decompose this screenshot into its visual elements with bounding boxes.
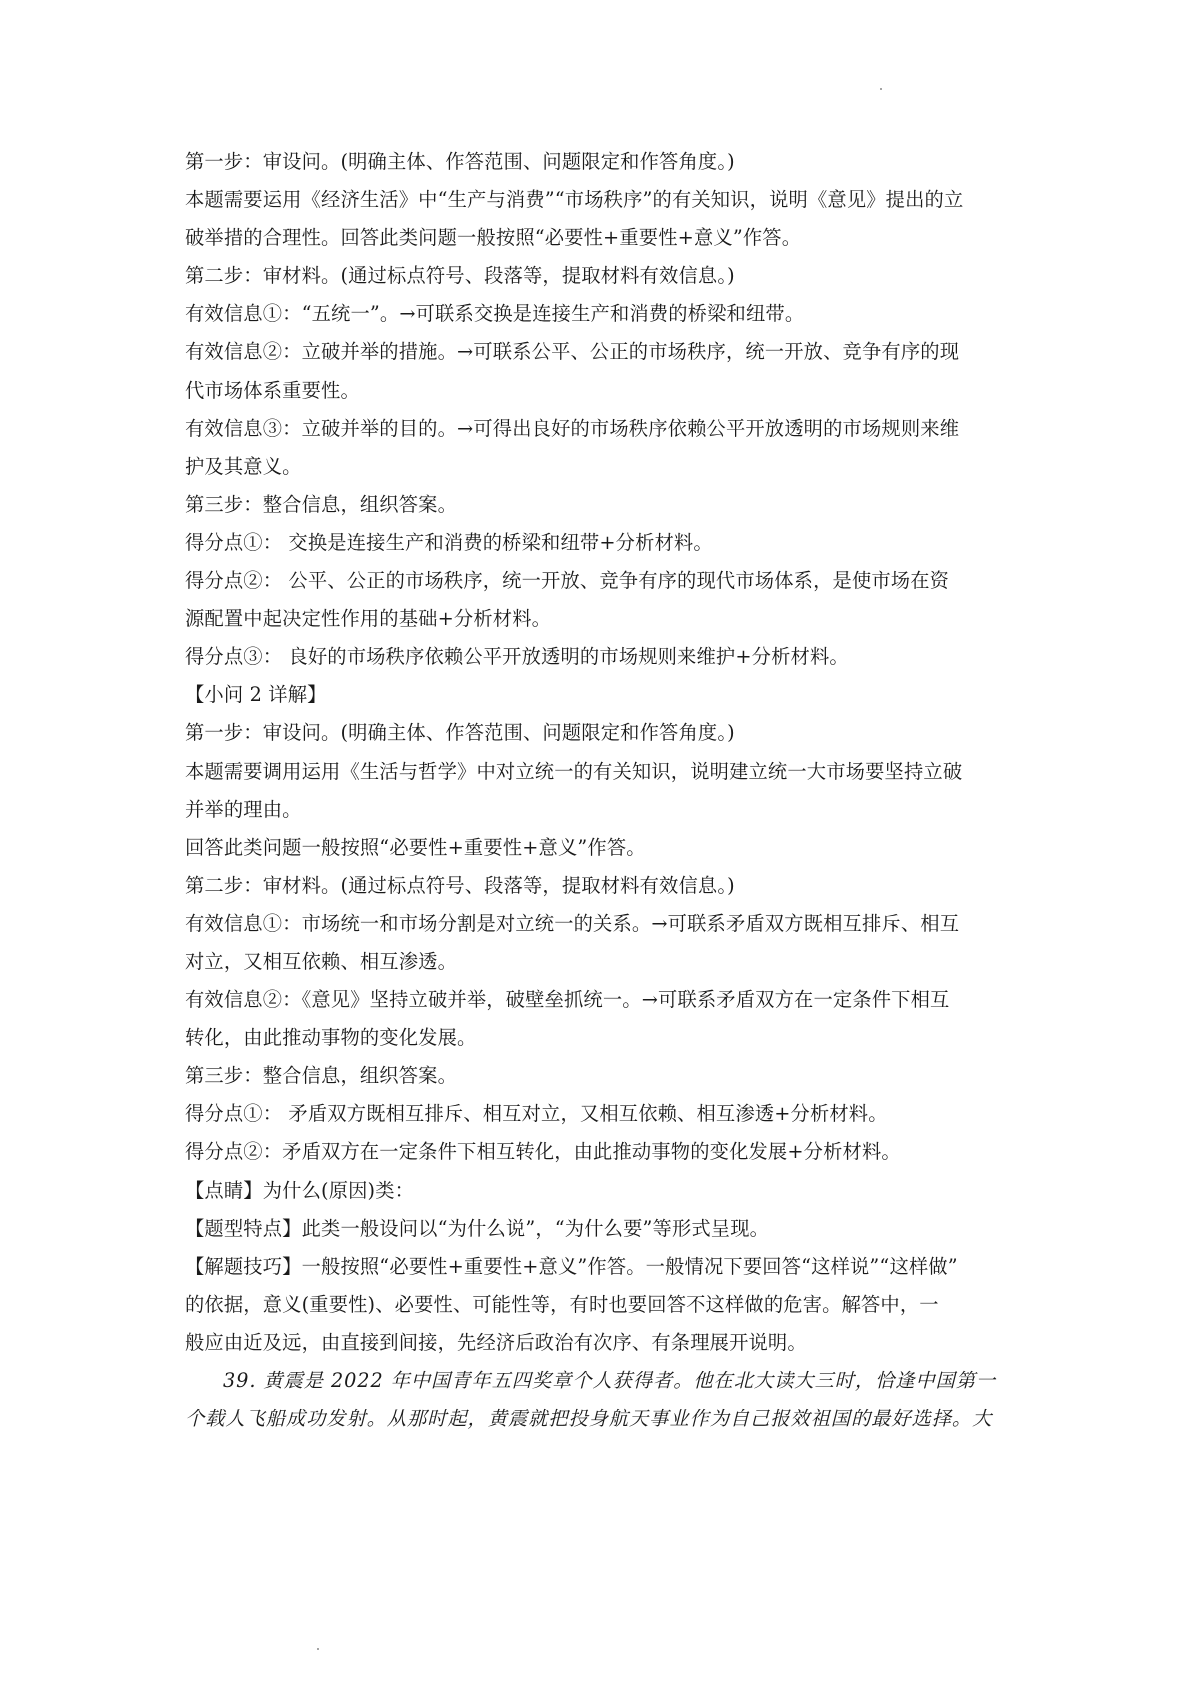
text-line: 代市场体系重要性。 [185, 378, 360, 402]
text-line: 源配置中起决定性作用的基础+分析材料。 [185, 607, 552, 631]
text-line: 得分点①： 交换是连接生产和消费的桥梁和纽带+分析材料。 [185, 530, 713, 554]
text-line: 第三步：整合信息，组织答案。 [185, 1064, 458, 1088]
answer-analysis-text [185, 143, 1020, 1438]
text-line: 得分点②：矛盾双方在一定条件下相互转化，由此推动事物的变化发展+分析材料。 [185, 1140, 901, 1164]
text-line: 第三步：整合信息，组织答案。 [185, 492, 458, 516]
question-39-line: 个载人飞船成功发射。从那时起，黄震就把投身航天事业作为自己报效祖国的最好选择。大 [185, 1407, 993, 1431]
scan-speck [317, 1648, 319, 1650]
text-line: 的依据，意义(重要性)、必要性、可能性等，有时也要回答不这样做的危害。解答中，一 [185, 1292, 939, 1316]
scan-speck [880, 88, 882, 90]
text-line: 护及其意义。 [185, 454, 302, 478]
text-line: 回答此类问题一般按照“必要性+重要性+意义”作答。 [185, 835, 646, 859]
text-line: 本题需要调用运用《生活与哲学》中对立统一的有关知识，说明建立统一大市场要坚持立破 [185, 759, 963, 783]
text-line: 对立，又相互依赖、相互渗透。 [185, 949, 458, 973]
text-line: 第一步：审设问。(明确主体、作答范围、问题限定和作答角度。) [185, 150, 735, 173]
text-line: 得分点①： 矛盾双方既相互排斥、相互对立，又相互依赖、相互渗透+分析材料。 [185, 1102, 888, 1126]
text-line: 有效信息①：“五统一”。→可联系交换是连接生产和消费的桥梁和纽带。 [185, 302, 805, 326]
text-line: 第一步：审设问。(明确主体、作答范围、问题限定和作答角度。) [185, 721, 735, 745]
text-line: 第二步：审材料。(通过标点符号、段落等，提取材料有效信息。) [185, 873, 735, 897]
text-line: 得分点③： 良好的市场秩序依赖公平开放透明的市场规则来维护+分析材料。 [185, 645, 849, 669]
text-line: 有效信息③：立破并举的目的。→可得出良好的市场秩序依赖公平开放透明的市场规则来维 [185, 416, 960, 440]
text-line: 有效信息①：市场统一和市场分割是对立统一的关系。→可联系矛盾双方既相互排斥、相互 [185, 911, 960, 935]
text-line: 第二步：审材料。(通过标点符号、段落等，提取材料有效信息。) [185, 264, 735, 288]
text-line: 转化，由此推动事物的变化发展。 [185, 1026, 477, 1050]
text-line: 有效信息②：《意见》坚持立破并举，破壁垒抓统一。→可联系矛盾双方在一定条件下相互 [185, 988, 950, 1012]
text-line: 并举的理由。 [185, 797, 302, 821]
text-line: 【解题技巧】一般按照“必要性+重要性+意义”作答。一般情况下要回答“这样说”“这样做” [185, 1254, 958, 1278]
text-line: 般应由近及远，由直接到间接，先经济后政治有次序、有条理展开说明。 [185, 1330, 807, 1354]
section-heading: 【点睛】为什么(原因)类： [185, 1178, 415, 1202]
section-heading: 【小问 2 详解】 [185, 683, 327, 707]
text-line: 本题需要运用《经济生活》中“生产与消费”“市场秩序”的有关知识，说明《意见》提出的立 [185, 188, 964, 212]
text-line: 破举措的合理性。回答此类问题一般按照“必要性+重要性+意义”作答。 [185, 226, 802, 250]
text-line: 有效信息②：立破并举的措施。→可联系公平、公正的市场秩序，统一开放、竞争有序的现 [185, 340, 960, 364]
text-line: 得分点②： 公平、公正的市场秩序，统一开放、竞争有序的现代市场体系，是使市场在资 [185, 569, 950, 593]
text-line: 【题型特点】此类一般设问以“为什么说”，“为什么要”等形式呈现。 [185, 1216, 770, 1240]
question-39-line: 39. 黄震是 2022 年中国青年五四奖章个人获得者。他在北大读大三时，恰逢中国第一 [223, 1369, 997, 1392]
